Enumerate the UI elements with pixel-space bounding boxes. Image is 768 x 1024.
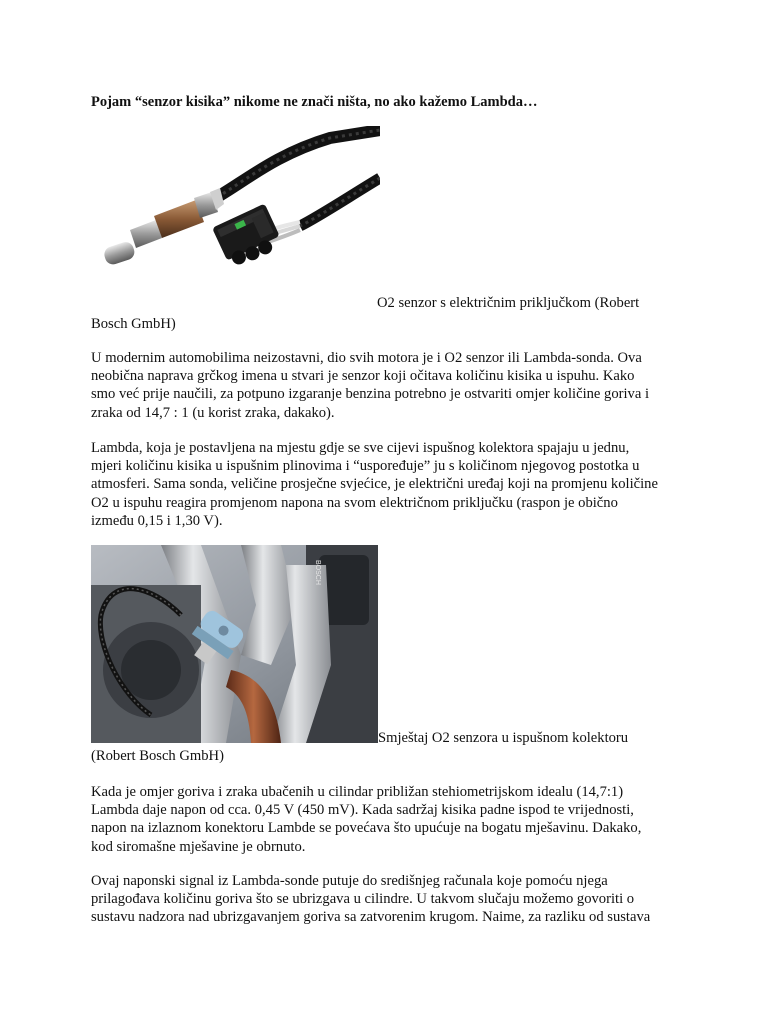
paragraph-line: kod siromašne mješavine je obrnuto. — [91, 838, 306, 855]
paragraph-line: Kada je omjer goriva i zraka ubačenih u cilindar približan stehiometrijskom idealu (14,7:1) — [91, 784, 624, 800]
figure1-caption-line1: O2 senzor s električnim priključkom (Robert — [377, 295, 640, 311]
paragraph-2 — [91, 439, 681, 530]
paragraph-3 — [91, 783, 681, 856]
oxygen-sensor-image — [100, 126, 380, 298]
paragraph-line: smo već prije naučili, za potpuno izgaranje benzina potrebno je ostvariti omjer količine goriva i — [91, 386, 650, 403]
document-title: Pojam “senzor kisika” nikome ne znači ništa, no ako kažemo Lambda… — [91, 94, 538, 110]
paragraph-line: Lambda, koja je postavljena na mjestu gdje se sve cijevi ispušnog kolektora spajaju u jednu, — [91, 440, 630, 456]
exhaust-manifold-image — [91, 545, 378, 743]
paragraph-line: napon na izlaznom konektoru Lambde se povećava što upućuje na bogatu mješavinu. Dakako, — [91, 820, 642, 837]
paragraph-line: prilagođava količinu goriva što se ubrizgava u cilindre. U takvom slučaju možemo govoriti o — [91, 891, 635, 908]
paragraph-line: mjeri količinu kisika u ispušnim plinovima i “uspoređuje” ju s količinom njegovog postotka u — [91, 458, 640, 475]
paragraph-line: Ovaj naponski signal iz Lambda-sonde putuje do središnjeg računala koje pomoću njega — [91, 873, 608, 889]
figure2-caption-line1: Smještaj O2 senzora u ispušnom kolektoru — [378, 730, 629, 746]
paragraph-line: neobična naprava grčkog imena u stvari je senzor koji očitava količinu kisika u ispuhu. Kako — [91, 368, 635, 385]
paragraph-line: zraka od 14,7 : 1 (u korist zraka, dakako). — [91, 404, 335, 421]
paragraph-line: atmosferi. Sama sonda, veličine prosječne svjećice, je električni uređaj koji na promjenu količine — [91, 476, 658, 493]
paragraph-line: sustavu nadzora nad ubrizgavanjem goriva sa zatvorenim krugom. Naime, za razliku od sustava — [91, 909, 651, 926]
paragraph-1 — [91, 349, 681, 422]
paragraph-line: Lambda daje napon od cca. 0,45 V (450 mV). Kada sadržaj kisika padne ispod te vrijednosti, — [91, 802, 634, 819]
paragraph-line: između 0,15 i 1,30 V). — [91, 512, 223, 529]
figure2-caption-line2: (Robert Bosch GmbH) — [91, 748, 224, 764]
paragraph-line: O2 u ispuhu reagira promjenom napona na svom električnom priključku (raspon je obično — [91, 494, 618, 511]
brand-label: BOSCH — [314, 560, 321, 585]
figure1-caption-line2: Bosch GmbH) — [91, 316, 176, 332]
paragraph-4 — [91, 872, 681, 927]
paragraph-line: U modernim automobilima neizostavni, dio svih motora je i O2 senzor ili Lambda-sonda. Ova — [91, 350, 642, 366]
